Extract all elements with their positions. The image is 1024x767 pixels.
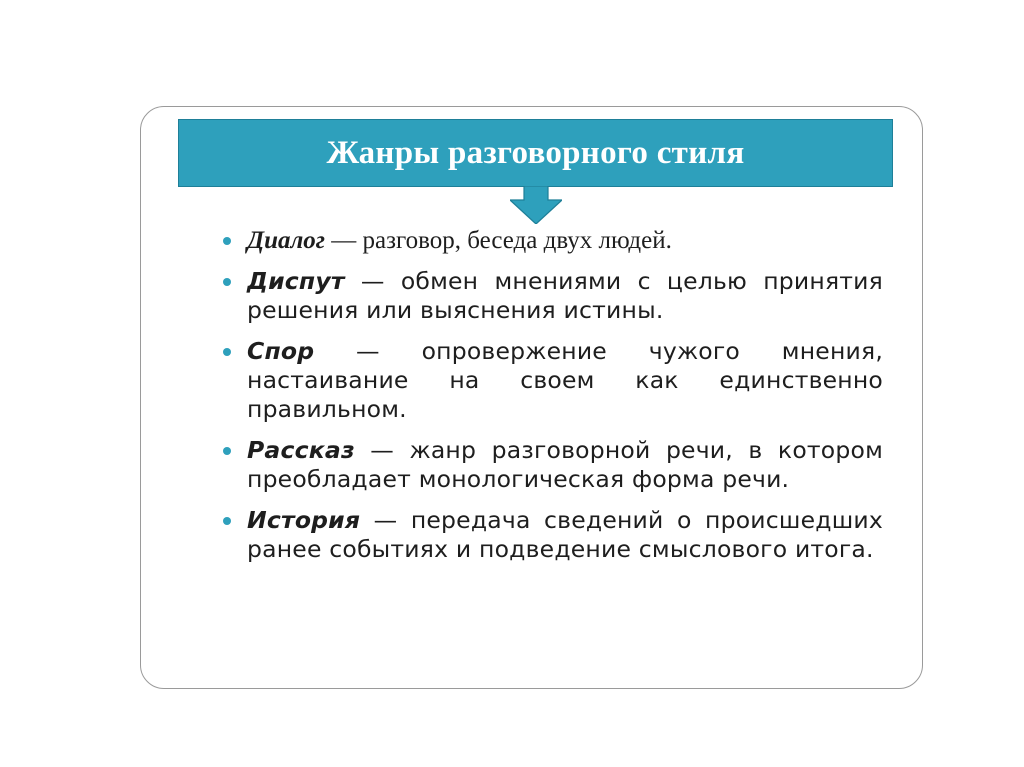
- title-banner: [178, 119, 893, 187]
- genre-definition: обмен мнениями с целью принятия решения или выяснения истины.: [247, 267, 883, 324]
- list-item: [222, 506, 883, 564]
- list-item: [222, 436, 883, 494]
- list-item: [222, 337, 883, 424]
- dash: —: [354, 436, 410, 464]
- genre-definition: передача сведений о происшедших ранее событиях и подведение смыслового итога.: [247, 506, 883, 563]
- list-item: [222, 267, 883, 325]
- genre-term: Диалог: [247, 227, 326, 254]
- genre-definition: разговор, беседа двух людей.: [362, 227, 672, 254]
- list-item: [222, 226, 883, 255]
- bullet-icon: [223, 237, 231, 245]
- genre-term: Спор: [247, 337, 315, 365]
- dash: —: [325, 227, 363, 254]
- slide-title: Жанры разговорного стиля: [326, 134, 745, 171]
- dash: —: [314, 337, 422, 365]
- dash: —: [360, 506, 411, 534]
- genre-definition: жанр разговорной речи, в котором преобладает монологическая форма речи.: [247, 436, 883, 493]
- genre-term: Диспут: [247, 267, 345, 295]
- genre-term: История: [247, 506, 361, 534]
- genre-list: [222, 226, 883, 564]
- bullet-icon: [223, 447, 231, 455]
- genre-definition: опровержение чужого мнения, настаивание на своем как единственно правильном.: [247, 337, 884, 423]
- bullet-icon: [223, 278, 231, 286]
- content-area: [222, 226, 883, 576]
- bullet-icon: [223, 348, 231, 356]
- bullet-icon: [223, 517, 231, 525]
- down-arrow-icon: [510, 186, 562, 224]
- dash: —: [344, 267, 401, 295]
- genre-term: Рассказ: [247, 436, 355, 464]
